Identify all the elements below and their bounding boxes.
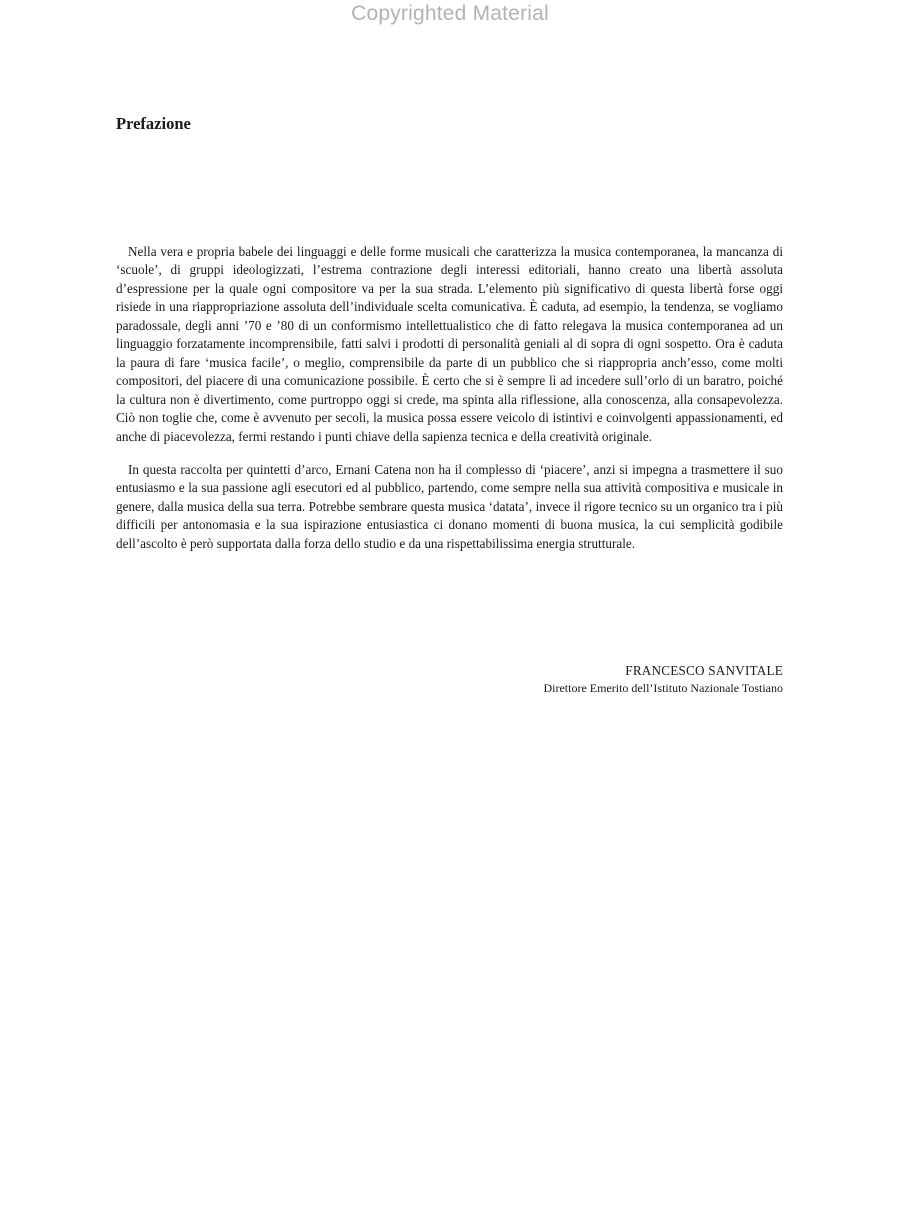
signature-role: Direttore Emerito dell’Istituto Nazionale Tostiano	[543, 681, 783, 695]
page-title: Prefazione	[116, 114, 191, 133]
paragraph-1: Nella vera e propria babele dei linguaggi e delle forme musicali che caratterizza la musica contemporanea, la mancanza di ‘scuole’, di gruppi ideologizzati, l’estrema contrazione degli interessi editoriali, hanno creato una libertà assoluta d’espressione per la quale ogni compositore va per la sua strada. L’elemento più significativo di questa libertà forse oggi risiede in una riappropriazione assoluta dell’individuale scelta comunicativa. È caduta, ad esempio, la tendenza, se vogliamo paradossale, degli anni ’70 e ’80 di un conformismo intellettualistico che di fatto relegava la musica contemporanea ad un linguaggio forzatamente incomprensibile, fatti salvi i prodotti di personalità geniali al di sopra di ogni sospetto. Ora è caduta la paura di fare ‘musica facile’, o meglio, comprensibile da parte di un pubblico che si riappropria anch’esso, come molti compositori, del piacere di una comunicazione possibile. È certo che si è sempre lì ad incedere sull’orlo di un baratro, poiché la cultura non è divertimento, come purtroppo oggi si crede, ma spinta alla riflessione, alla conoscenza, alla consapevolezza. Ciò non toglie che, come è avvenuto per secoli, la musica possa essere veicolo di istintivi e coinvolgenti appassionamenti, ed anche di piacevolezza, fermi restando i punti chiave della sapienza tecnica e della creatività originale.	[116, 244, 783, 444]
paragraph-2: In questa raccolta per quintetti d’arco, Ernani Catena non ha il complesso di ‘piacere’, anzi si impegna a trasmettere il suo entusiasmo e la sua passione agli esecutori ed al pubblico, partendo, come sempre nella sua attività compositiva e musicale in genere, dalla musica della sua terra. Potrebbe sembrare questa musica ‘datata’, invece il rigore tecnico su un organico tra i più difficili per antonomasia e la sua ispirazione entusiastica ci donano momenti di buona musica, la cui semplicità godibile dell’ascolto è però supportata dalla forza dello studio e da una rispettabilissima energia strutturale.	[116, 461, 783, 551]
signature-block	[400, 662, 783, 696]
copyright-watermark: Copyrighted Material	[351, 2, 549, 25]
preface-body	[116, 243, 783, 553]
signature-name: FRANCESCO SANVITALE	[625, 663, 783, 678]
